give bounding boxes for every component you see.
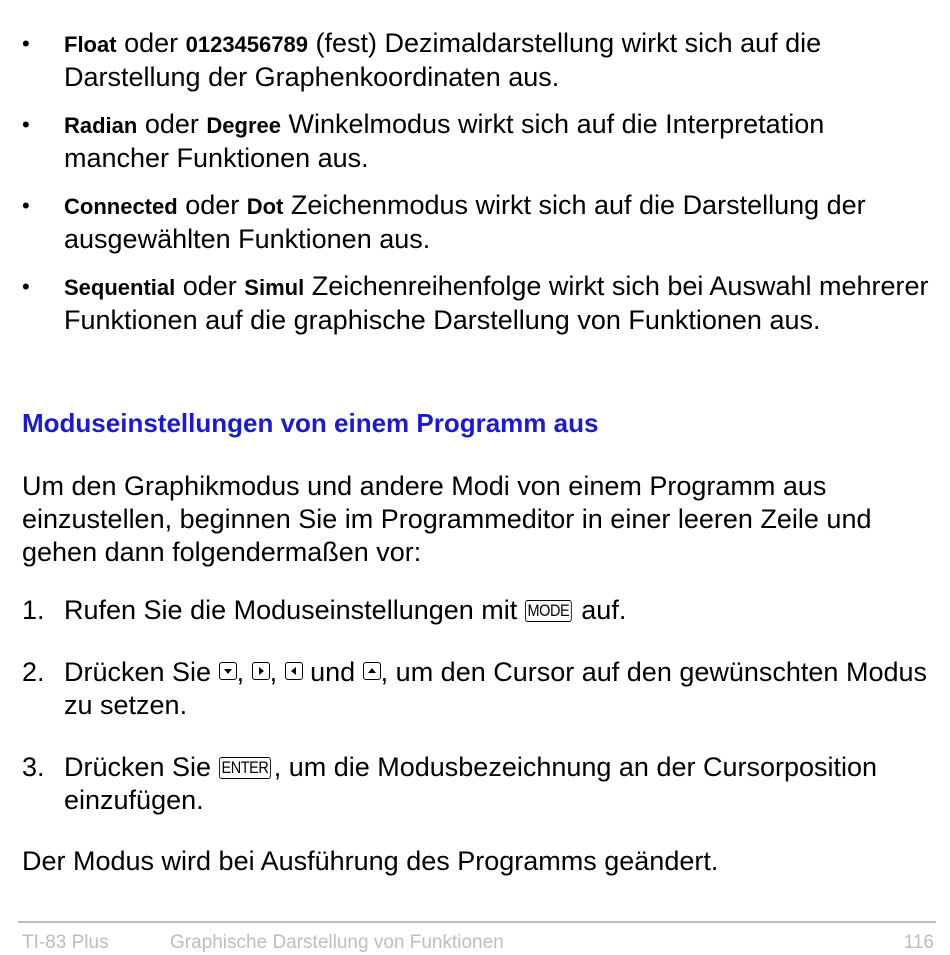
up-arrow-key-icon [363,662,381,680]
step-number: 2. [22,657,45,687]
bullet-connector: oder [175,271,245,301]
footer-divider [18,921,936,923]
bullet-text: Zeichenmodus wirkt sich auf die Darstellung der ausgewählten Funktionen aus. [64,190,866,254]
bullet-text: (fest) Dezimaldarstellung wirkt sich auf die Darstellung der Graphenkoordinaten aus. [64,28,822,92]
bullet-connector: oder [116,28,186,58]
footer-page-number: 116 [903,932,934,953]
bullet-dot: • [22,193,30,218]
right-arrow-key-icon [252,662,270,680]
keyword-radian: Radian [64,113,138,138]
step-text: Drücken Sie [64,752,219,782]
separator: , [269,657,285,687]
section-heading: Moduseinstellungen von einem Programm aus [22,408,599,438]
step-2 [0,656,934,722]
mode-bullet-list [0,27,950,351]
closing-paragraph: Der Modus wird bei Ausführung des Programms geändert. [22,846,719,876]
step-number: 1. [22,595,45,625]
separator: , [236,657,252,687]
step-number: 3. [22,752,45,782]
keyword-degree: Degree [206,113,281,138]
bullet-radian [0,108,930,175]
bullet-connector: oder [137,109,207,139]
keyword-fixed: 0123456789 [185,32,308,57]
bullet-text: Winkelmodus wirkt sich auf die Interpretation mancher Funktionen aus. [64,109,825,173]
intro-paragraph: Um den Graphikmodus und andere Modi von einem Programm aus einzustellen, beginnen Sie im Programmeditor in einer leeren Zeile und gehen dann folgendermaßen vor: [22,471,872,567]
keyword-sequential: Sequential [64,275,176,300]
bullet-dot: • [22,112,30,137]
left-arrow-key-icon [285,662,303,680]
bullet-text: Zeichenreihenfolge wirkt sich bei Auswahl mehrerer Funktionen auf die graphische Darstellung von Funktionen aus. [64,271,929,335]
bullet-sequential [0,270,930,337]
keyword-simul: Simul [244,275,305,300]
enter-key-icon: ENTER [219,757,271,779]
keyword-connected: Connected [64,194,178,219]
down-arrow-key-icon [219,662,237,680]
step-text: , um den Cursor auf den gewünschten Modus zu setzen. [64,657,927,720]
steps-list [0,594,950,846]
bullet-dot: • [22,274,30,299]
step-1 [0,594,934,627]
bullet-connected [0,189,930,256]
step-text: auf. [573,595,627,625]
mode-key-icon: MODE [525,600,572,622]
step-text: Rufen Sie die Moduseinstellungen mit [64,595,525,625]
step-text: , um die Modusbezeichnung an der Cursorposition einzufügen. [64,752,878,815]
step-text: Drücken Sie [64,657,219,687]
bullet-float [0,27,930,94]
keyword-dot: Dot [246,194,284,219]
bullet-connector: oder [177,190,247,220]
bullet-dot: • [22,31,30,56]
footer-product: TI-83 Plus [22,932,109,953]
footer-section-title: Graphische Darstellung von Funktionen [170,932,504,953]
step-3 [0,751,934,817]
separator: und [302,657,363,687]
keyword-float: Float [64,32,117,57]
